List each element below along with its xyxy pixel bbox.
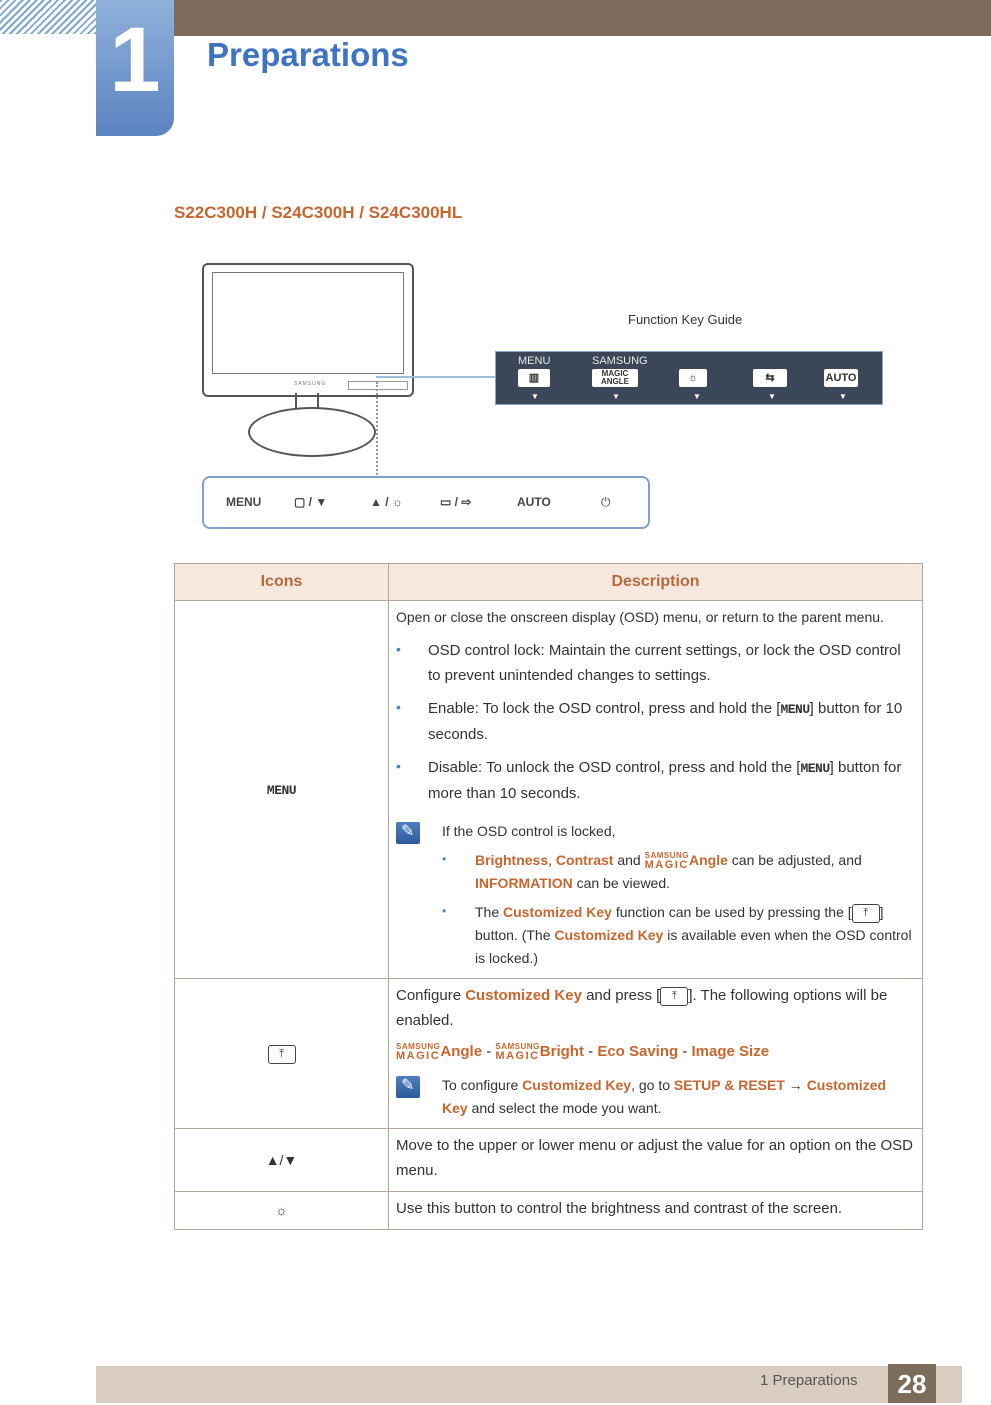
note-icon [396,822,420,844]
header-hatch-pattern [0,0,96,34]
chapter-number-tab: 1 [96,0,174,136]
chapter-title: Preparations [207,36,409,73]
brightness-icon: ☼ [275,1202,288,1218]
button-bar [202,476,650,529]
page-number: 28 [888,1364,936,1403]
menu-icon-cell [175,601,389,979]
footer-chapter-label: 1 Preparations [760,1372,858,1389]
customized-key-icon: ⤒ [268,1045,296,1064]
note-icon [396,1076,420,1098]
menu-bullet-disable: • Disable: To unlock the OSD control, press and hold the [MENU] button for more than 10 seconds. [396,755,914,806]
monitor-screen [212,272,404,374]
callout-line-vertical [376,382,378,478]
note-intro: If the OSD control is locked, [442,823,616,839]
customized-key-icon: ⤒ [660,987,688,1006]
guide-source-key [753,352,789,404]
menu-icon: MENU [266,782,297,798]
model-heading: S22C300H / S24C300H / S24C300HL [174,203,463,222]
guide-auto-label: AUTO [824,369,858,387]
chevron-down-icon: ▼ [693,392,701,401]
table-header-row [175,564,923,601]
menu-icon: MENU [780,702,810,717]
menu-icon: ▥ [518,369,550,387]
up-down-arrow-icon: ▲/▼ [265,1151,298,1168]
function-key-guide [495,351,883,405]
description-header: Description [389,564,923,601]
table-row-brightness [175,1192,923,1230]
osd-locked-note [396,820,914,970]
menu-icon: MENU [800,761,830,776]
customized-key-icon: ⤒ [852,904,880,923]
function-key-guide-label: Function Key Guide [628,312,743,327]
samsung-magic-logo: SAMSUNG MAGIC [495,1042,540,1063]
chevron-down-icon: ▼ [531,392,539,401]
source-icon: ⇆ [753,369,787,387]
customized-key-options: SAMSUNG MAGIC Angle - SAMSUNG MAGIC Bright - Eco Saving - Image Size [396,1042,770,1063]
menu-bullet-enable: • Enable: To lock the OSD control, press and hold the [MENU] button for 10 seconds. [396,696,914,747]
guide-menu-label: MENU [518,355,551,367]
customized-key-description [389,979,923,1129]
menu-description [389,601,923,979]
table-row-customized-key [175,979,923,1129]
guide-magic-angle-key [590,352,648,404]
monitor-base [248,407,376,457]
chevron-down-icon: ▼ [839,392,847,401]
table-row-up-down [175,1129,923,1192]
power-icon[interactable]: ⏻ [601,495,611,509]
icons-description-table [174,563,923,1230]
brightness-icon-cell [175,1192,389,1230]
icons-header: Icons [175,564,389,601]
customized-key-icon-cell [175,979,389,1129]
callout-line-horizontal [376,376,496,378]
auto-button[interactable]: AUTO [517,495,551,509]
up-down-icon-cell [175,1129,389,1192]
bezel-brand: SAMSUNG [294,381,327,387]
menu-bullet-osd-lock: • OSD control lock: Maintain the current settings, or lock the OSD control to prevent unintended changes to settings. [396,638,914,688]
note-sub-bullet-adjustable: • Brightness, Contrast and SAMSUNG MAGIC Angle can be adjusted, and INFORMATION can be viewed. [442,849,914,895]
brightness-description: Use this button to control the brightness and contrast of the screen. [389,1192,923,1230]
source-enter-button[interactable]: ▭ / ⇨ [440,495,472,509]
note-sub-bullet-customized-key: • The Customized Key function can be used by pressing the [ ⤒ ] button. (The Customized Key is available even when the OSD control is locked.) [442,901,914,970]
samsung-magic-logo: SAMSUNG MAGIC [644,851,689,872]
guide-samsung-label: SAMSUNG [592,355,648,367]
brightness-icon: ☼ [679,369,707,387]
guide-menu-key [516,352,556,404]
guide-auto-key [824,352,860,404]
customized-key-intro: Configure Customized Key and press [ ⤒ ]. The following options will be enabled. [396,987,888,1029]
magic-angle-icon: MAGIC ANGLE [592,369,638,387]
guide-brightness-key [679,352,709,404]
up-brightness-button[interactable]: ▲ / ☼ [370,495,403,509]
up-down-description: Move to the upper or lower menu or adjust the value for an option on the OSD menu. [389,1129,923,1192]
chevron-down-icon: ▼ [612,392,620,401]
chevron-down-icon: ▼ [768,392,776,401]
custom-down-button[interactable]: ▢ / ▼ [294,495,328,509]
table-row-menu [175,601,923,979]
samsung-magic-logo: SAMSUNG MAGIC [396,1042,441,1063]
menu-button[interactable]: MENU [226,495,262,509]
bezel-keys [348,381,408,390]
header-bar [174,0,991,36]
menu-intro: Open or close the onscreen display (OSD) menu, or return to the parent menu. [396,609,884,625]
configure-note: ✎ To configure Customized Key, go to SETUP & RESET → Customized Key and select the mode you want. [396,1074,914,1120]
